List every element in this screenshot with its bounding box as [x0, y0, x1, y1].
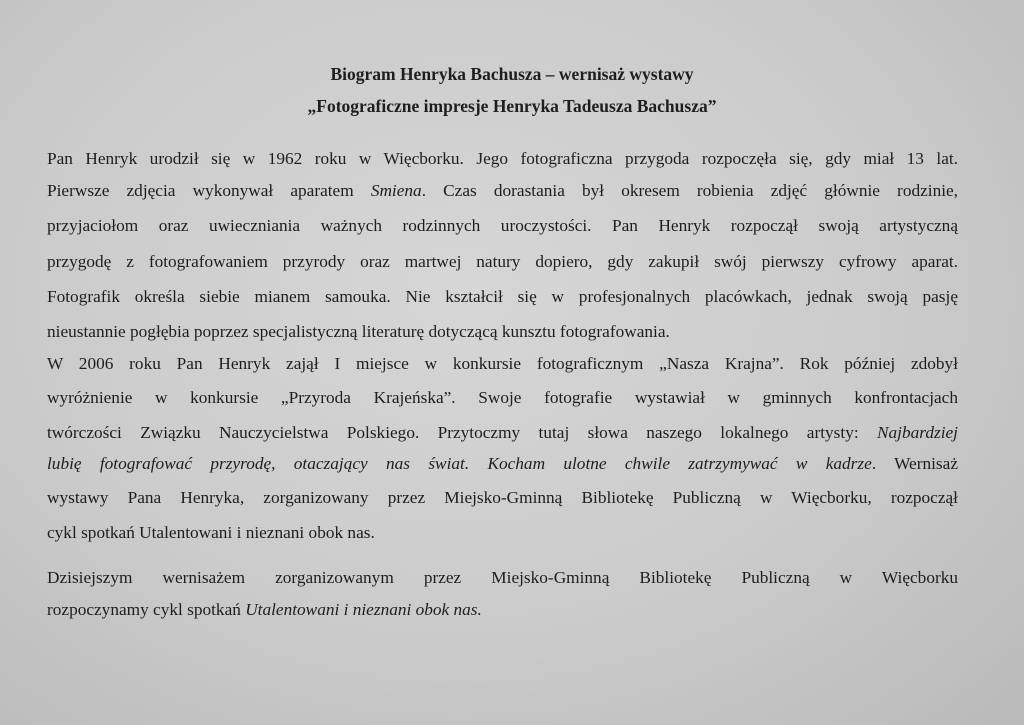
- text-line: [47, 181, 958, 201]
- text-segment: rozpoczynamy cykl spotkań: [47, 600, 246, 619]
- text-segment: przyjaciołom oraz uwieczniania ważnych rodzinnych uroczystości. Pan Henryk rozpoczął swoją artystyczną: [47, 216, 958, 235]
- text-segment: cykl spotkań Utalentowani i nieznani obok nas.: [47, 523, 375, 542]
- text-line: [47, 488, 958, 508]
- text-line: [47, 252, 958, 272]
- text-segment: wyróżnienie w konkursie „Przyroda Krajeńska”. Swoje fotografie wystawiał w gminnych konfrontacjach: [47, 388, 958, 407]
- text-line: [47, 454, 958, 474]
- text-line: [47, 354, 958, 374]
- italic-text: Najbardziej: [877, 423, 958, 442]
- text-line: [47, 523, 958, 543]
- text-segment: przygodę z fotografowaniem przyrody oraz martwej natury dopiero, gdy zakupił swój pierwszy cyfrowy aparat.: [47, 252, 958, 271]
- italic-text: Utalentowani i nieznani obok nas.: [245, 600, 482, 619]
- text-line: [47, 423, 958, 443]
- text-segment: . Wernisaż: [871, 454, 958, 473]
- text-segment: wystawy Pana Henryka, zorganizowany przez Miejsko-Gminną Bibliotekę Publiczną w Więcborku, rozpoczął: [47, 488, 958, 507]
- text-line: [47, 568, 958, 588]
- italic-text: Smiena: [370, 181, 422, 200]
- text-segment: Dzisiejszym wernisażem zorganizowanym przez Miejsko-Gminną Bibliotekę Publiczną w Więcborku: [47, 568, 958, 587]
- text-line: [47, 216, 958, 236]
- text-segment: Pan Henryk urodził się w 1962 roku w Więcborku. Jego fotograficzna przygoda rozpoczęła się, gdy miał 13 lat.: [47, 149, 958, 168]
- text-line: [47, 287, 958, 307]
- text-line: [47, 322, 958, 342]
- text-segment: Fotografik określa siebie mianem samouka. Nie kształcił się w profesjonalnych placówkach, jednak swoją pasję: [47, 287, 958, 306]
- text-segment: . Czas dorastania był okresem robienia zdjęć głównie rodzinie,: [421, 181, 959, 200]
- text-segment: Pierwsze zdjęcia wykonywał aparatem: [47, 181, 371, 200]
- text-segment: W 2006 roku Pan Henryk zajął I miejsce w konkursie fotograficznym „Nasza Krajna”. Rok później zdobył: [47, 354, 958, 373]
- text-segment: nieustannie pogłębia poprzez specjalistyczną literaturę dotyczącą kunsztu fotografowania.: [47, 322, 670, 341]
- exhibition-title: „Fotograficzne impresje Henryka Tadeusza Bachusza”: [307, 96, 717, 116]
- document-title: Biogram Henryka Bachusza – wernisaż wystawy: [330, 64, 694, 84]
- italic-text: lubię fotografować przyrodę, otaczający nas świat. Kocham ulotne chwile zatrzymywać w kadrze: [47, 454, 872, 473]
- text-line: [47, 600, 958, 620]
- text-segment: twórczości Związku Nauczycielstwa Polskiego. Przytoczmy tutaj słowa naszego lokalnego artysty:: [47, 423, 878, 442]
- text-line: [47, 388, 958, 408]
- text-line: [47, 149, 958, 169]
